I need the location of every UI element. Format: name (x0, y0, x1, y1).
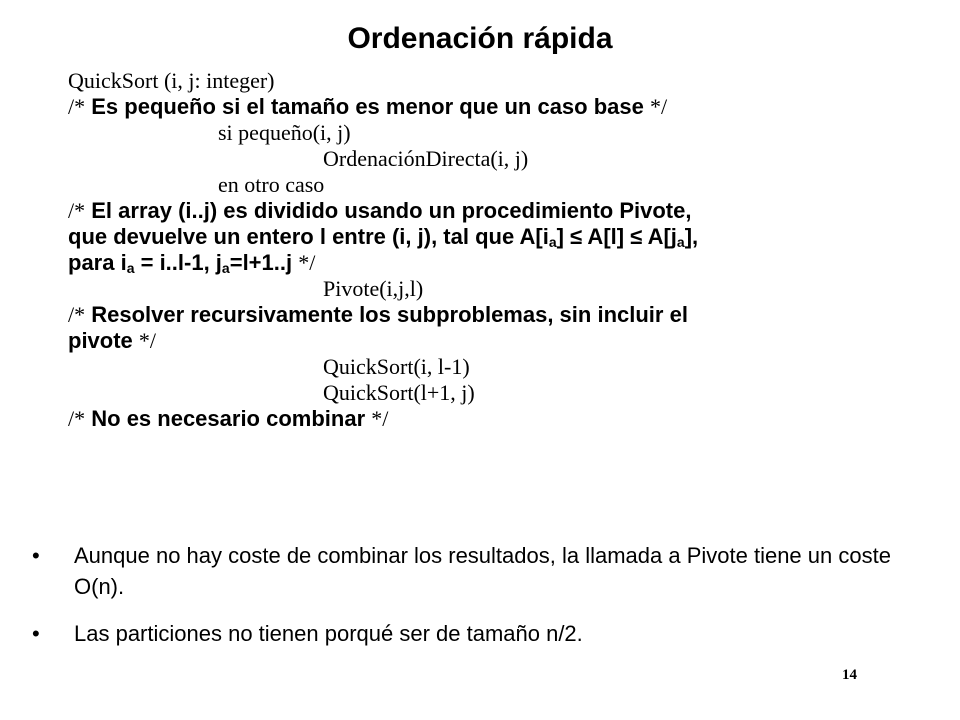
comment-text: Es pequeño si el tamaño es menor que un caso base (91, 94, 644, 119)
comment-pivot-line-2 (68, 224, 938, 250)
comment-text: que devuelve un entero l entre (i, j), tal que A[i (68, 224, 549, 249)
comment-text: Resolver recursivamente los subproblemas, sin incluir el (91, 302, 688, 327)
comment-pivot-line-1 (68, 198, 938, 224)
bullet-list (32, 540, 932, 665)
comment-text: para i (68, 250, 127, 275)
recursive-call-left: QuickSort(i, l-1) (323, 354, 470, 379)
comment-close: */ (298, 250, 316, 275)
page-number: 14 (842, 667, 857, 683)
bullet-icon: • (32, 621, 40, 646)
comment-open: /* (68, 406, 86, 431)
comment-base-case (68, 94, 938, 120)
subscript: a (676, 234, 685, 250)
comment-text: pivote (68, 328, 133, 353)
comment-text: ], (684, 224, 699, 249)
comment-recursive-line-1 (68, 302, 938, 328)
comment-text: ] ≤ A[l] ≤ A[j (556, 224, 677, 249)
comment-recursive-line-2 (68, 328, 938, 354)
list-item (32, 540, 932, 602)
comment-open: /* (68, 302, 86, 327)
direct-sort-line: OrdenaciónDirecta(i, j) (323, 146, 529, 171)
comment-close: */ (371, 406, 389, 431)
function-header: QuickSort (i, j: integer) (68, 68, 275, 93)
subscript: a (548, 234, 557, 250)
bullet-text: Aunque no hay coste de combinar los resultados, la llamada a Pivote tiene un coste O(n). (74, 543, 891, 599)
comment-open: /* (68, 94, 86, 119)
if-small-line: si pequeño(i, j) (218, 120, 351, 145)
list-item (32, 618, 932, 649)
subscript: a (126, 260, 135, 276)
bullet-icon: • (32, 543, 40, 568)
comment-text: =l+1..j (229, 250, 293, 275)
comment-combine (68, 406, 938, 432)
comment-pivot-line-3 (68, 250, 938, 276)
comment-text: El array (i..j) es dividido usando un procedimiento Pivote, (91, 198, 692, 223)
pseudocode-block (68, 68, 938, 432)
slide-title: Ordenación rápida (347, 22, 613, 55)
comment-close: */ (138, 328, 157, 353)
else-line: en otro caso (218, 172, 325, 197)
recursive-call-right: QuickSort(l+1, j) (323, 380, 475, 405)
subscript: a (221, 260, 230, 276)
comment-text: = i..l-1, j (134, 250, 222, 275)
bullet-text: Las particiones no tienen porqué ser de tamaño n/2. (74, 621, 583, 646)
comment-text: No es necesario combinar (91, 406, 366, 431)
pivot-call-line: Pivote(i,j,l) (323, 276, 424, 301)
comment-open: /* (68, 198, 86, 223)
comment-close: */ (650, 94, 668, 119)
